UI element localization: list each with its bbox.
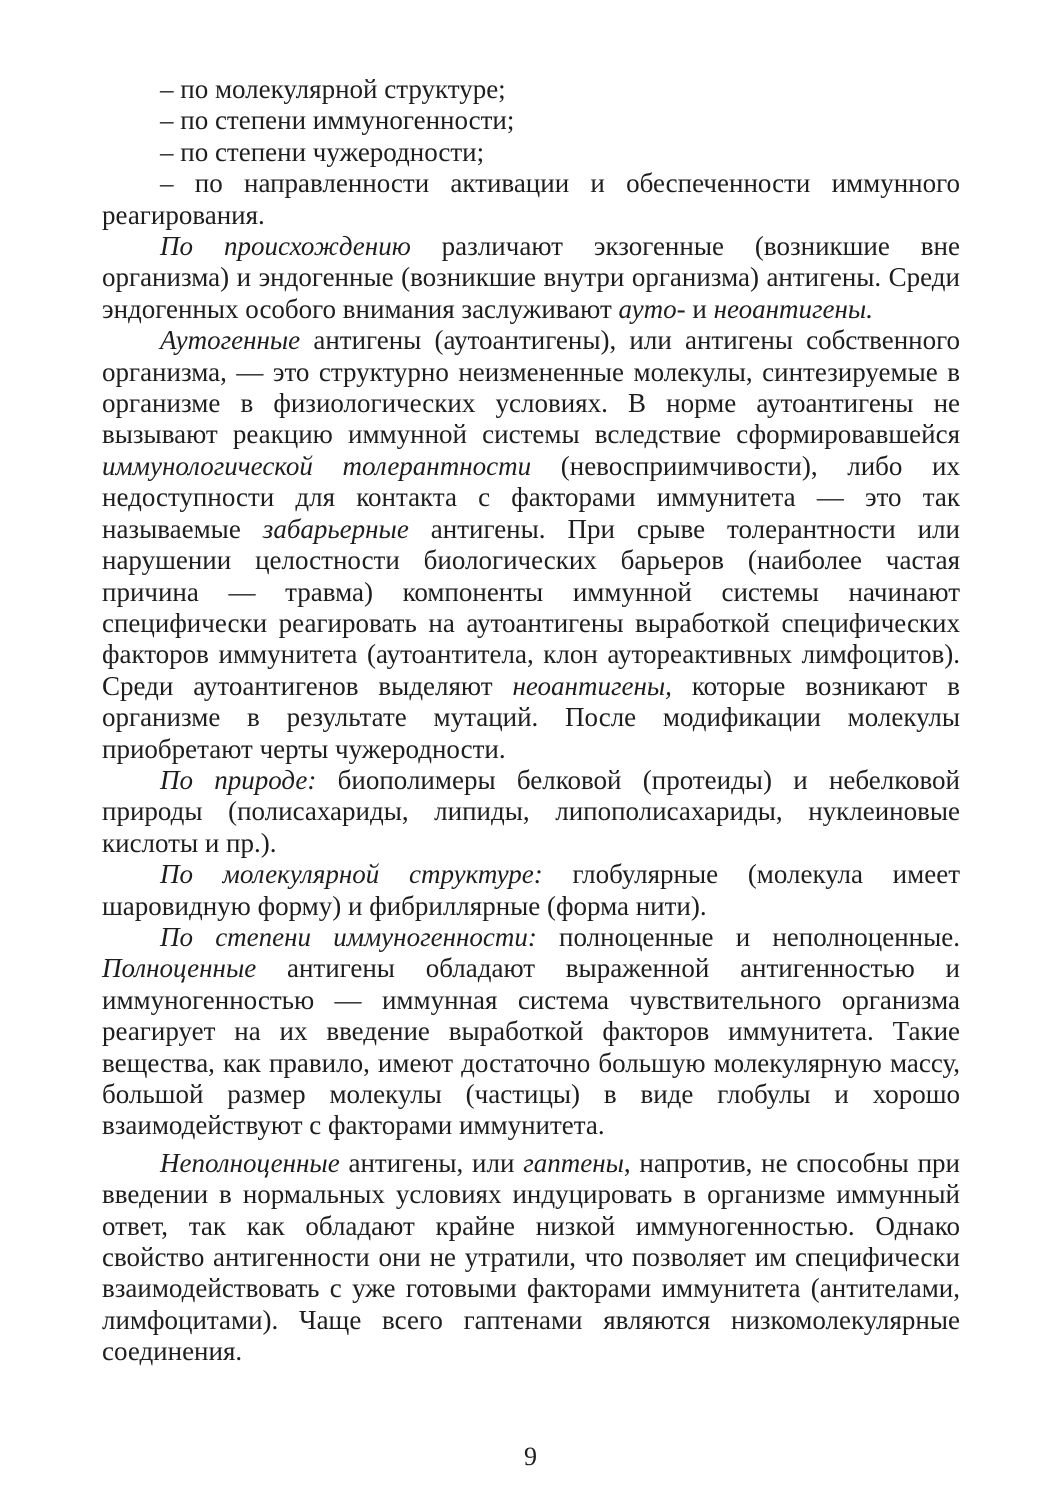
list-item: – по направленности активации и обеспеченности иммунного реагирования.: [102, 168, 960, 230]
list-item: – по степени чужеродности;: [160, 136, 485, 167]
document-body: [102, 74, 960, 1368]
paragraph-autogenic: Аутогенные антигены (аутоантигены), или антигены собственного организма, — это структурно неизмененные молекулы, синтезируемые в организме в физиологических условиях. В норме аутоантигены не вызывают реакцию иммунной системы вследствие сформировавшейся иммунологической толерантности (невосприимчивости), либо их недоступности для контакта с факторами иммунитета — это так называемые забарьерные антигены. При срыве толерантности или нарушении целостности биологических барьеров (наиболее частая причина — травма) компоненты иммунной системы начинают специфически реагировать на аутоантигены выработкой специфических факторов иммунитета (аутоантитела, клон аутореактивных лимфоцитов). Среди аутоантигенов выделяют неоантигены, которые возникают в организме в результате мутаций. После модификации молекулы приобретают черты чужеродности.: [102, 325, 961, 764]
paragraph-nature: По природе: биополимеры белковой (протеиды) и небелковой природы (полисахариды, липиды, липополисахариды, нуклеиновые кислоты и пр.).: [102, 764, 960, 858]
paragraph-haptens: Неполноценные антигены, или гаптены, напротив, не способны при введении в нормальных условиях индуцировать в организме иммунный ответ, так как обладают крайне низкой иммуногенностью. Однако свойство антигенности они не утратили, что позволяет им специфически взаимодействовать с уже готовыми факторами иммунитета (антителами, лимфоцитами). Чаще всего гаптенами являются низкомолекулярные соединения.: [102, 1147, 960, 1367]
list-item: – по молекулярной структуре;: [160, 74, 506, 104]
list-item: – по степени иммуногенности;: [160, 105, 515, 136]
paragraph-immunogenicity: По степени иммуногенности: полноценные и неполноценные. Полноценные антигены обладают выраженной антигенностью и иммуногенностью — иммунная система чувствительного организма реагирует на их введение выработкой факторов иммунитета. Такие вещества, как правило, имеют достаточно большую молекулярную массу, большой размер молекулы (частицы) в виде глобулы и хорошо взаимодействуют с факторами иммунитета.: [102, 921, 961, 1141]
paragraph-origin: По происхождению различают экзогенные (возникшие вне организма) и эндогенные (возникшие внутри организма) антигены. Среди эндогенных особого внимания заслуживают ауто- и неоантигены.: [102, 231, 960, 324]
page-number: 9: [524, 1442, 537, 1471]
paragraph-molecular-structure: По молекулярной структуре: глобулярные (молекула имеет шаровидную форму) и фибриллярные (форма нити).: [102, 859, 960, 921]
